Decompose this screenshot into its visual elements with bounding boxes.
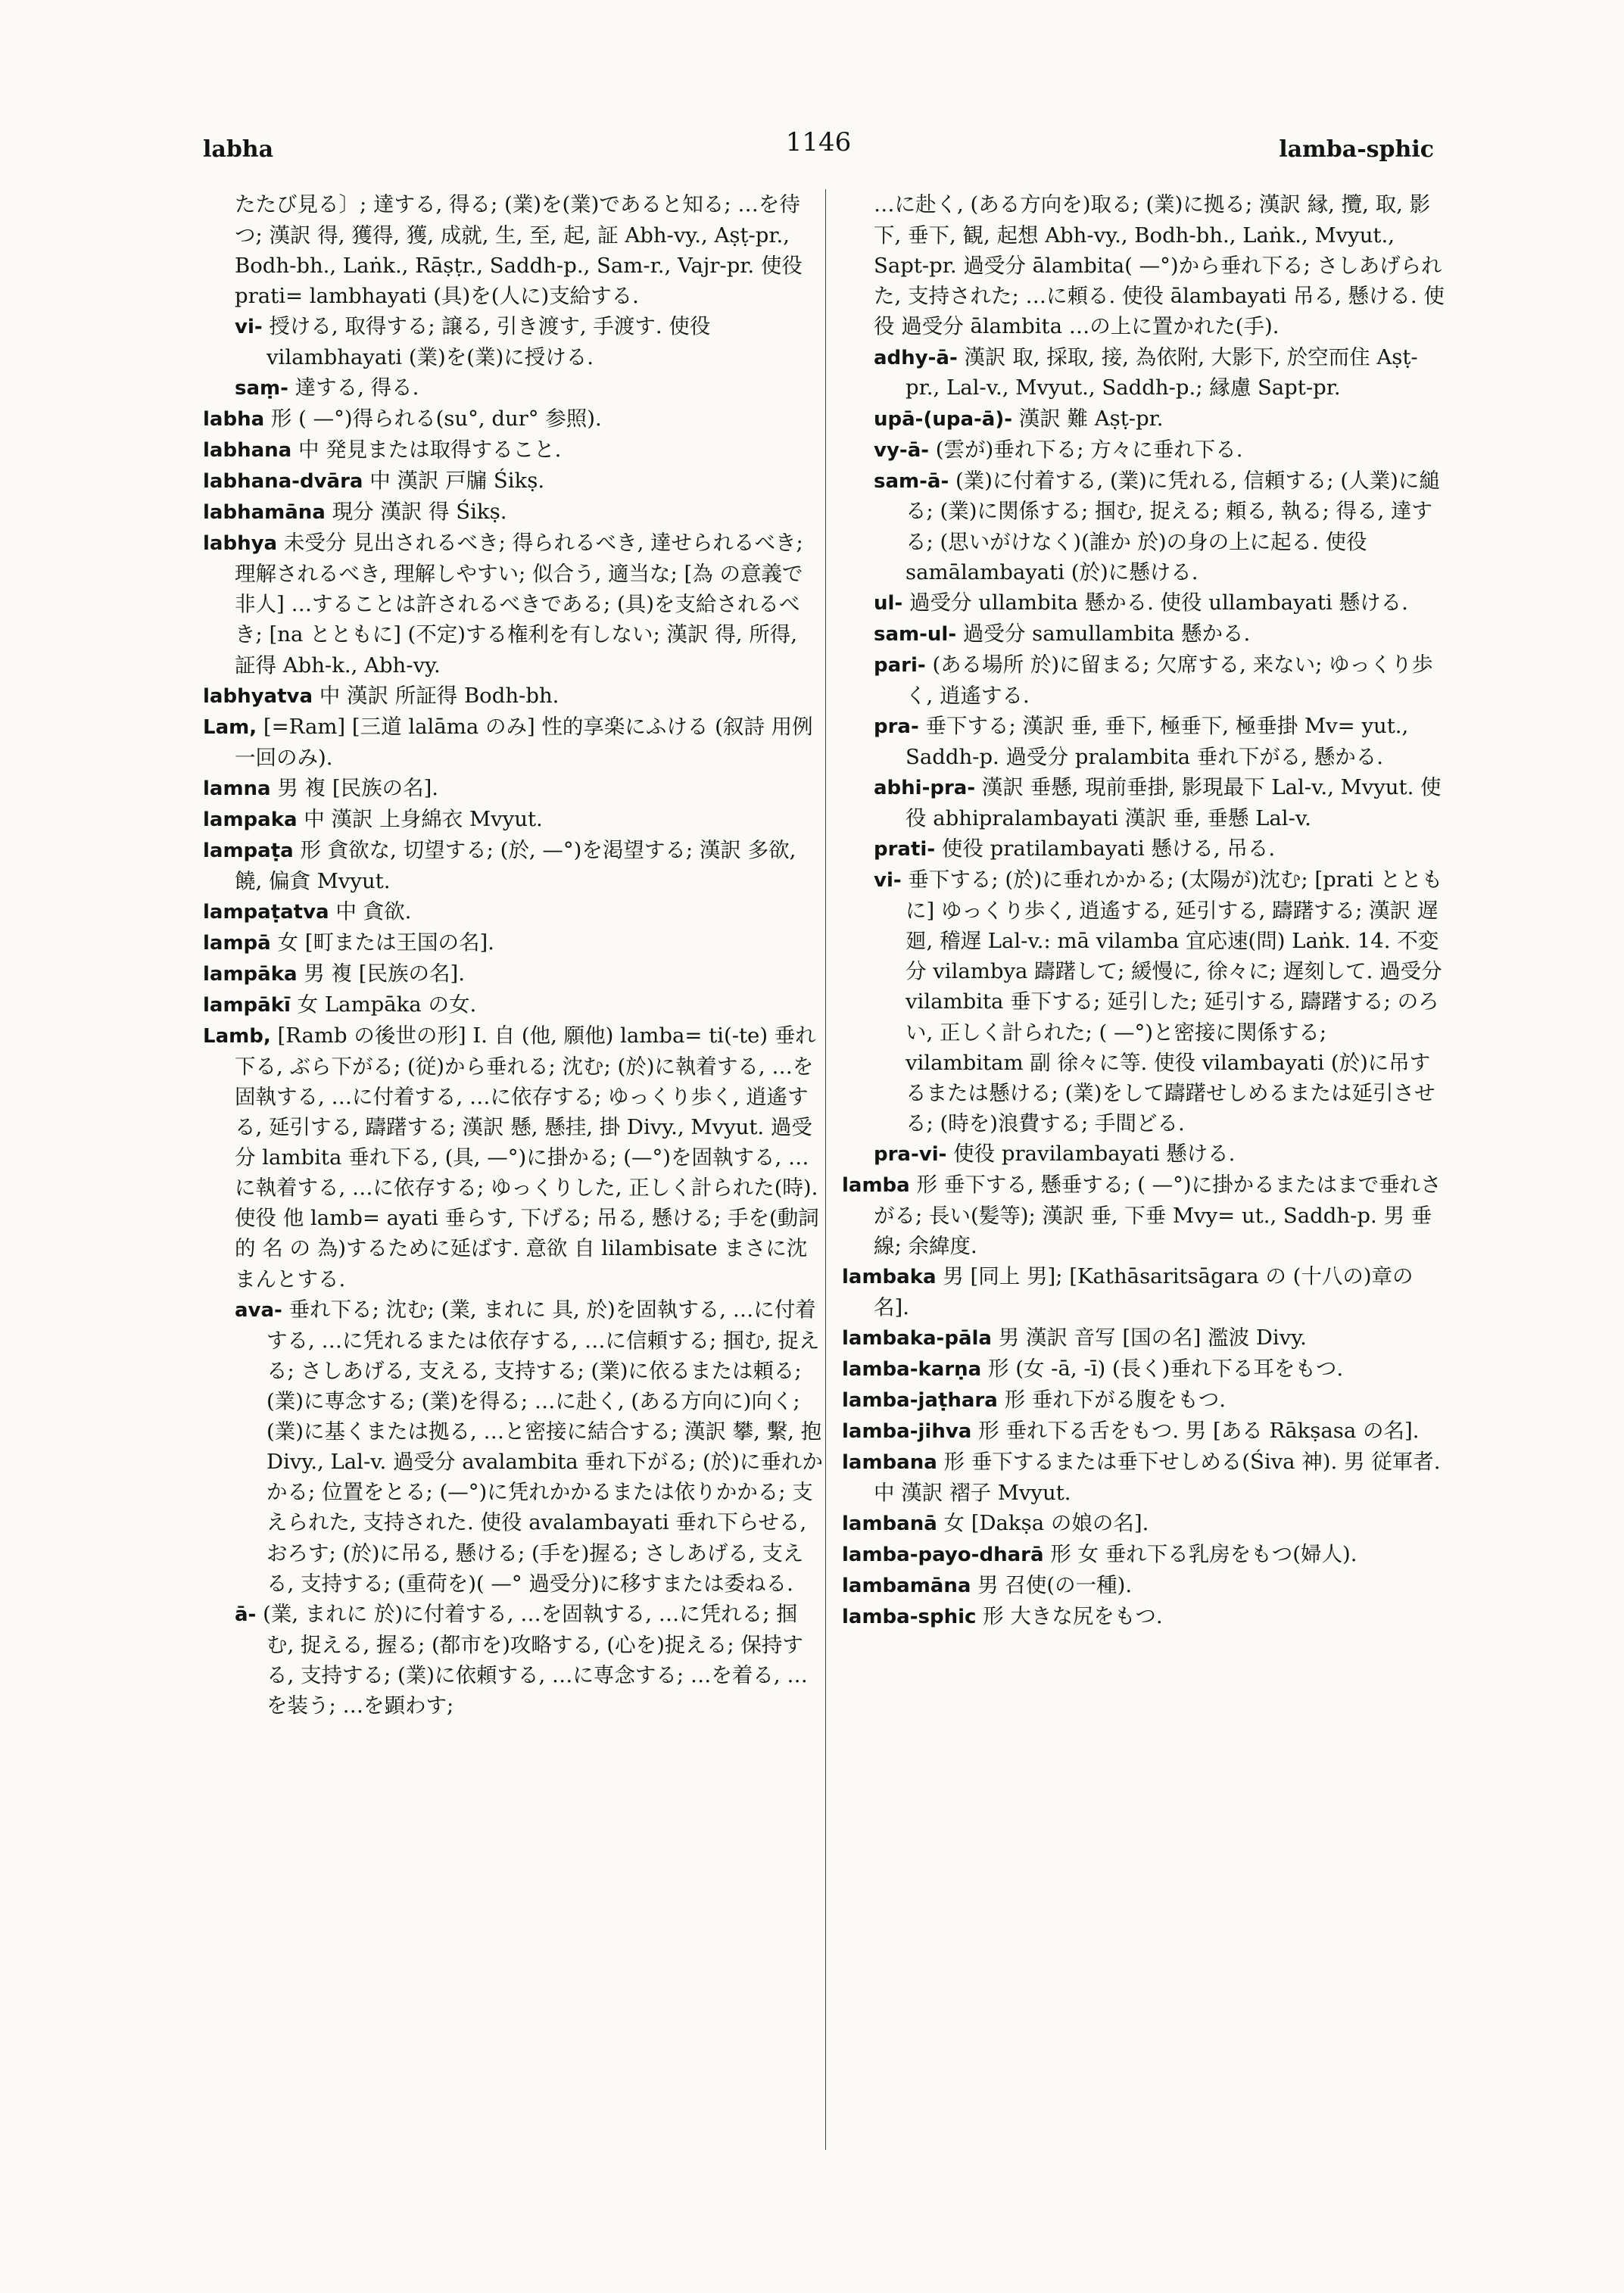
headword: vi- [235, 316, 263, 339]
definition: 女 Lampāka の女. [297, 992, 477, 1017]
definition: 形 (女 -ā, -ī) (長く)垂れ下る耳をもつ. [987, 1357, 1344, 1382]
definition: 形 貪欲な, 切望する; (於, —°)を渇望する; 漢訳 多欲, 饒, 偏貪 Mvyut. [235, 837, 796, 893]
definition: 男 複 [民族の名]. [304, 961, 465, 986]
definition: 中 発見または取得すること. [298, 438, 562, 463]
headword: labha [203, 408, 265, 431]
dictionary-entry [203, 435, 824, 466]
headword: ā- [235, 1603, 257, 1626]
definition: 形 垂れ下る舌をもつ. 男 [ある Rākṣasa の名]. [978, 1419, 1420, 1444]
headword: labhamāna [203, 501, 326, 525]
sub-entry [842, 618, 1448, 650]
definition: 女 [町または王国の名]. [277, 930, 494, 955]
definition: 過受分 samullambita 懸かる. [962, 621, 1251, 646]
running-head [203, 127, 1434, 173]
headword: labhana [203, 439, 292, 463]
sub-entry [842, 435, 1448, 466]
right-column [842, 189, 1448, 1632]
headword: ul- [874, 591, 903, 615]
dictionary-entry [842, 1601, 1448, 1632]
dictionary-entry [842, 1354, 1448, 1385]
headword: lampākī [203, 993, 291, 1017]
headword: vi- [874, 869, 902, 893]
continued-text [203, 189, 824, 311]
dictionary-entry [203, 896, 824, 927]
dictionary-entry [842, 1385, 1448, 1416]
dictionary-entry [203, 989, 824, 1020]
dictionary-entry [203, 835, 824, 896]
dictionary-entry [203, 804, 824, 835]
headword: vy-ā- [874, 438, 930, 462]
sub-entry [203, 372, 824, 403]
definition: 漢訳 難 Aṣṭ-pr. [1018, 406, 1164, 431]
sub-entry [842, 1139, 1448, 1170]
dictionary-entry [842, 1539, 1448, 1570]
definition: 形 垂下するまたは垂下せしめる(Śiva 神). 男 従軍者. 中 漢訳 褶子 Mvyut. [874, 1450, 1441, 1506]
sub-entry [203, 1294, 824, 1599]
definition: 形 女 垂れ下る乳房をもつ(婦人). [1050, 1542, 1357, 1567]
headword: lambamāna [842, 1575, 971, 1598]
dictionary-entry [203, 712, 824, 773]
dictionary-entry [842, 1170, 1448, 1261]
definition: 達する, 得る. [295, 375, 419, 400]
headword: ava- [235, 1298, 282, 1322]
headword: upā-(upa-ā)- [874, 407, 1013, 431]
dictionary-entry [203, 466, 824, 497]
headword: sam-ā- [874, 469, 949, 493]
headword: lamba-payo-dharā [842, 1544, 1044, 1567]
definition: 使役 pravilambayati 懸ける. [953, 1142, 1236, 1167]
left-column [203, 189, 824, 1721]
definition: 垂下する; (於)に垂れかかる; (太陽が)沈む; [prati とともに] ゆっくり歩く, 逍遙する, 延引する, 躊躇する; 漢訳 遅廻, 稽遅 Lal-v.: mā vilamba 宜応速(問) Laṅk. 14. 不変分 vilambya 躊躇して; 緩慢に, 徐々に; 遅刻して. 過受分 vilambita 垂下する; 延引した; 延引する, 躊躇する; のろい, 正しく計られた; ( —°)と密接に関係する; vilambitam 副 徐々に等. 使役 vilambayati (於)に吊するまたは懸ける; (業)をして躊躇せしめるまたは延引させる; (時を)浪費する; 手間どる. [906, 868, 1443, 1136]
headword: sam-ul- [874, 622, 957, 646]
definition: 中 漢訳 上身綿衣 Mvyut. [304, 806, 543, 831]
dictionary-entry [203, 958, 824, 989]
definition: 漢訳 取, 採取, 接, 為依附, 大影下, 於空而住 Aṣṭ-pr., Lal-v., Mvyut., Saddh-p.; 縁慮 Sapt-pr. [906, 344, 1418, 400]
headword: lamba-sphic [842, 1606, 977, 1629]
sub-entry [203, 1599, 824, 1721]
definition: 使役 pratilambayati 懸ける, 吊る. [941, 837, 1276, 861]
definition: 形 垂下する, 懸垂する; ( —°)に掛かるまたはまで垂れさがる; 長い(髪等); 漢訳 垂, 下垂 Mvy= ut., Saddh-p. 男 垂線; 余緯度. [874, 1173, 1442, 1259]
column-divider [825, 189, 826, 2150]
dictionary-entry [842, 1323, 1448, 1354]
definition: (雲が)垂れ下る; 方々に垂れ下る. [935, 437, 1243, 462]
headword: lamba [842, 1174, 910, 1198]
definition: 男 召使(の一種). [977, 1573, 1133, 1598]
definition: 過受分 ullambita 懸かる. 使役 ullambayati 懸ける. [909, 590, 1408, 615]
headword: lambanā [842, 1513, 937, 1536]
sub-entry [842, 466, 1448, 587]
continued-text [842, 189, 1448, 342]
dictionary-entry [203, 681, 824, 712]
headword: lamba-jihva [842, 1420, 972, 1444]
definition: 男 複 [民族の名]. [277, 775, 439, 800]
definition: 中 漢訳 所証得 Bodh-bh. [319, 683, 560, 708]
definition: [=Ram] [三道 lalāma のみ] 性的享楽にふける (叙詩 用例一回のみ). [235, 714, 813, 770]
headword: lambaka-pāla [842, 1327, 992, 1351]
headword: lamba-jaṭhara [842, 1389, 998, 1413]
left-header: labha [203, 136, 274, 163]
definition: [Ramb の後世の形] I. 自 (他, 願他) lamba= ti(-te) 垂れ下る, ぶら下がる; (従)から垂れる; 沈む; (於)に執着する, …を固執する, …に付着する, …に依存する; ゆっくり歩く, 逍遙する, 延引する, 躊躇する; 漢訳 懸, 懸挂, 掛 Divy., Mvyut. 過受分 lambita 垂れ下る, (具, —°)に掛かる; (—°)を固執する, …に執着する, …に依存する; ゆっくりした, 正しく計られた(時). 使役 他 lamb= ayati 垂らす, 下げる; 吊る, 懸ける; 手を(動詞的 名 の 為)するために延ばす. 意欲 自 lilambisate まさに沈まんとする. [235, 1023, 819, 1291]
definition: 男 漢訳 音写 [国の名] 濫波 Divy. [998, 1326, 1307, 1351]
sub-entry [842, 833, 1448, 865]
definition: 垂れ下る; 沈む; (業, まれに 具, 於)を固執する, …に付着する, …に凭れるまたは依存する, …に信頼する; 掴む, 捉える; さしあげる, 支える, 支持する; (業)に依るまたは頼る; (業)に専念する; (業)を得る; …に赴く, (ある方向に)向く; (業)に基くまたは拠る, …と密接に結合する; 漢訳 攀, 繫, 抱 Divy., Lal-v. 過受分 avalambita 垂れ下がる; (於)に垂れかかる; 位置をとる; (—°)に凭れかかるまたは依りかかる; 支えられた, 支持された. 使役 avalambayati 垂れ下らせる, おろす; (於)に吊る, 懸ける; (手を)握る; さしあげる, 支える, 支持する; (重荷を)( —° 過受分)に移すまたは委ねる. [267, 1297, 823, 1596]
sub-entry [842, 342, 1448, 403]
definition: (ある場所 於)に留まる; 欠席する, 来ない; ゆっくり歩く, 逍遙する. [906, 652, 1433, 708]
headword: lampaka [203, 808, 298, 831]
headword: pari- [874, 653, 926, 677]
definition: 形 ( —°)得られる(su°, dur° 参照). [270, 407, 602, 431]
headword: pra-vi- [874, 1143, 947, 1167]
sub-entry [203, 311, 824, 372]
headword: lamna [203, 777, 271, 800]
headword: lampaṭatva [203, 900, 329, 924]
definition: 未受分 見出されるべき; 得られるべき, 達せられるべき; 理解されるべき, 理解しやすい; 似合う, 適当な; [為 の意義で 非人] …することは許されるべきである; (具)を支給されるべき; [na とともに] (不定)する権利を有しない; 漢訳 得, 所得, 証得 Abh-k., Abh-vy. [235, 531, 803, 678]
dictionary-entry [203, 1020, 824, 1294]
sub-entry [842, 650, 1448, 711]
headword: saṃ- [235, 377, 288, 400]
dictionary-entry [842, 1447, 1448, 1508]
headword: lampā [203, 931, 271, 955]
definition: たたび見る〕; 達する, 得る; (業)を(業)であると知る; …を待つ; 漢訳 得, 獲得, 獲, 成就, 生, 至, 起, 証 Abh-vy., Aṣṭ-pr., Bodh-bh., Laṅk., Rāṣṭr., Saddh-p., Sam-r., Vajr-pr. 使役 prati= lambhayati (具)を(人に)支給する. [235, 192, 803, 309]
headword: lamba-karṇa [842, 1358, 982, 1382]
definition: (業, まれに 於)に付着する, …を固執する, …に凭れる; 掴む, 捉える, 握る; (都市を)攻略する, (心を)捉える; 保持する, 支持する; (業)に依頼する, …に専念する; …を着る, …を装う; …を顕わす; [263, 1601, 808, 1718]
definition: 現分 漢訳 得 Śikṣ. [332, 500, 507, 525]
sub-entry [842, 865, 1448, 1139]
dictionary-entry [203, 497, 824, 528]
headword: prati- [874, 838, 936, 861]
definition: 中 貪欲. [335, 899, 412, 924]
definition: 授ける, 取得する; 譲る, 引き渡す, 手渡す. 使役 vilambhayati (業)を(業)に授ける. [267, 314, 711, 370]
headword: labhana-dvāra [203, 470, 363, 494]
definition: (業)に付着する, (業)に凭れる, 信頼する; (人業)に縋る; (業)に関係する; 掴む, 捉える; 頼る, 執る; 得る, 達する; (思いがけなく)(誰か 於)の身の上に起る. 使役 samālambayati (於)に懸ける. [906, 468, 1440, 584]
sub-entry [842, 711, 1448, 772]
definition: 漢訳 垂懸, 現前垂掛, 影現最下 Lal-v., Mvyut. 使役 abhipralambayati 漢訳 垂, 垂懸 Lal-v. [906, 774, 1442, 830]
definition: 男 [同上 男]; [Kathāsaritsāgara の (十八の)章の名]. [874, 1264, 1414, 1320]
definition: 女 [Dakṣa の娘の名]. [943, 1511, 1149, 1536]
headword: lampaṭa [203, 839, 294, 862]
dictionary-entry [842, 1570, 1448, 1601]
definition: …に赴く, (ある方向を)取る; (業)に拠る; 漢訳 縁, 攬, 取, 影下, 垂下, 観, 起想 Abh-vy., Bodh-bh., Laṅk., Mvyut., Sapt-pr. 過受分 ālambita( —°)から垂れ下る; さしあげられた, 支持された; …に頼る. 使役 ālambayati 吊る, 懸ける. 使役 過受分 ālambita …の上に置かれた(手). [874, 192, 1445, 339]
sub-entry [842, 403, 1448, 435]
dictionary-entry [842, 1261, 1448, 1323]
headword: lambaka [842, 1266, 937, 1289]
definition: 垂下する; 漢訳 垂, 垂下, 極垂下, 極垂掛 Mv= yut., Saddh-p. 過受分 pralambita 垂れ下がる, 懸かる. [906, 713, 1409, 769]
headword: lambana [842, 1451, 937, 1475]
headword: labhyatva [203, 684, 313, 708]
sub-entry [842, 587, 1448, 618]
dictionary-entry [203, 773, 824, 804]
headword: lampāka [203, 962, 298, 986]
headword: pra- [874, 715, 919, 738]
definition: 形 垂れ下がる腹をもつ. [1004, 1388, 1227, 1413]
definition: 中 漢訳 戸牖 Śikṣ. [369, 469, 545, 494]
headword: Lam, [203, 715, 257, 739]
headword: adhy-ā- [874, 346, 958, 369]
dictionary-entry [203, 528, 824, 681]
page-number: 1146 [785, 127, 852, 157]
headword: Lamb, [203, 1024, 271, 1048]
dictionary-entry [203, 403, 824, 435]
definition: 形 大きな尻をもつ. [983, 1604, 1163, 1629]
dictionary-entry [842, 1508, 1448, 1539]
dictionary-entry [203, 927, 824, 958]
right-header: lamba-sphic [1279, 136, 1434, 163]
headword: abhi-pra- [874, 776, 976, 799]
dictionary-entry [842, 1416, 1448, 1447]
sub-entry [842, 772, 1448, 833]
headword: labhya [203, 532, 278, 556]
